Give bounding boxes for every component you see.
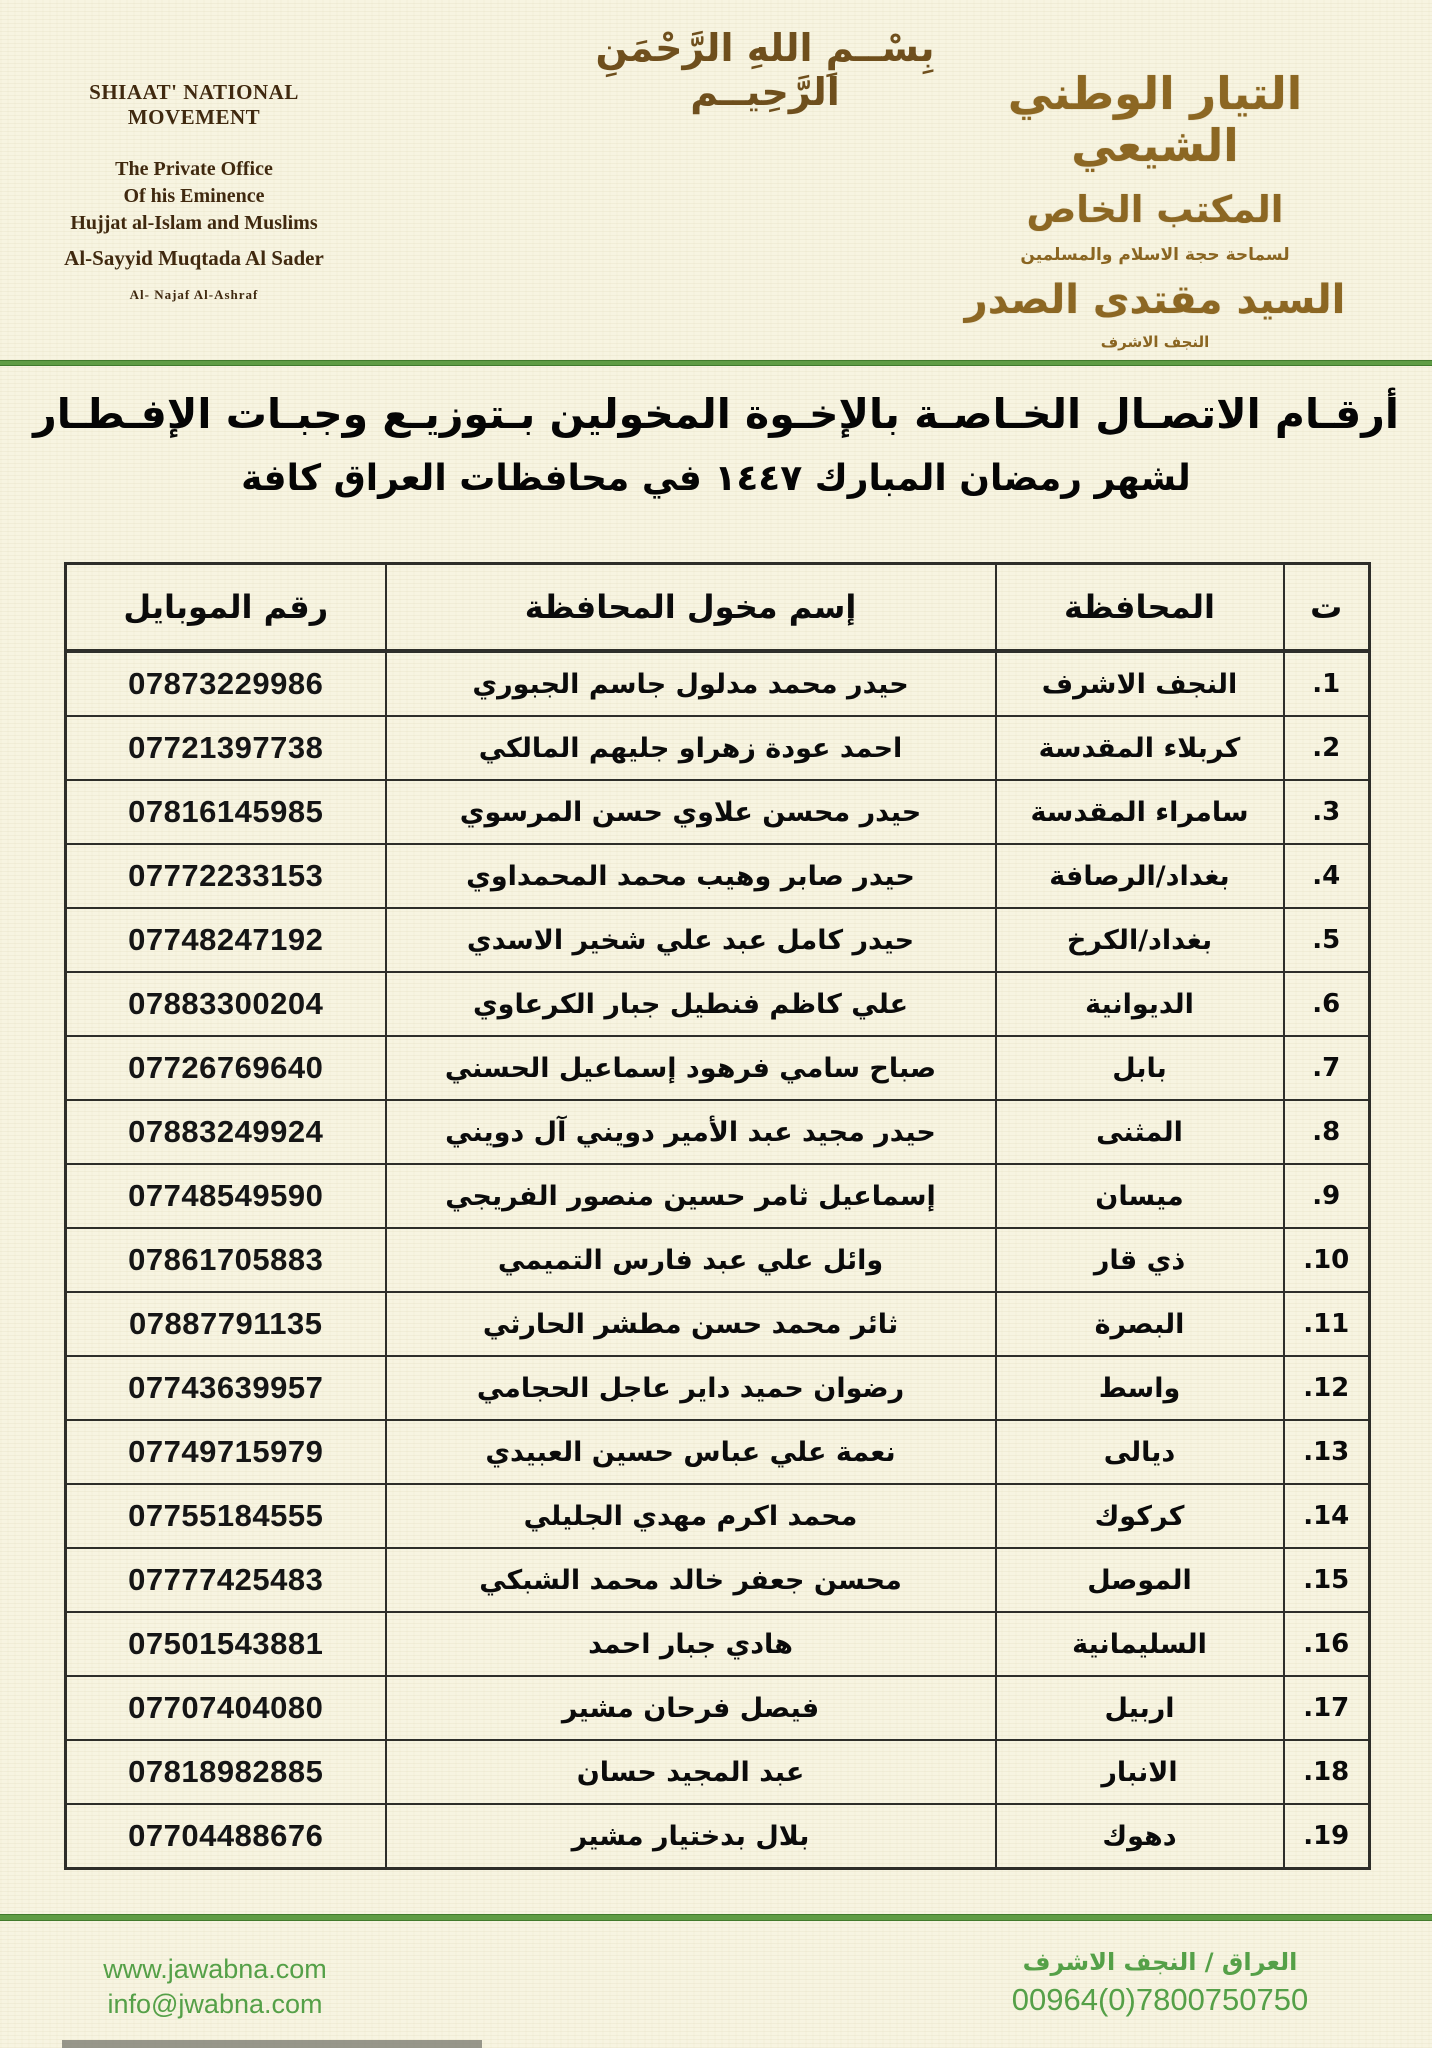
row-mobile-number: 07772233153 xyxy=(66,844,386,908)
table-row xyxy=(66,1228,1370,1292)
row-index: 7. xyxy=(1284,1036,1370,1100)
email-address: info@jwabna.com xyxy=(107,1989,323,2019)
row-index: 14. xyxy=(1284,1484,1370,1548)
row-authorized-name: حيدر محمد مدلول جاسم الجبوري xyxy=(386,651,996,716)
row-governorate: الانبار xyxy=(996,1740,1284,1804)
footer-divider-line xyxy=(0,1914,1432,1921)
table-row xyxy=(66,1356,1370,1420)
row-governorate: الموصل xyxy=(996,1548,1284,1612)
row-governorate: الديوانية xyxy=(996,972,1284,1036)
table-row xyxy=(66,972,1370,1036)
footer-contact-web-block xyxy=(40,1952,390,2022)
row-authorized-name: علي كاظم فنطيل جبار الكرعاوي xyxy=(386,972,996,1036)
letterhead-arabic-block xyxy=(940,68,1370,351)
row-index: 5. xyxy=(1284,908,1370,972)
row-index: 17. xyxy=(1284,1676,1370,1740)
org-name-arabic: التيار الوطني الشيعي xyxy=(1007,67,1303,172)
table-row xyxy=(66,1676,1370,1740)
row-authorized-name: هادي جبار احمد xyxy=(386,1612,996,1676)
row-authorized-name: احمد عودة زهراو جليهم المالكي xyxy=(386,716,996,780)
row-governorate: ميسان xyxy=(996,1164,1284,1228)
row-authorized-name: فيصل فرحان مشير xyxy=(386,1676,996,1740)
row-mobile-number: 07755184555 xyxy=(66,1484,386,1548)
row-mobile-number: 07861705883 xyxy=(66,1228,386,1292)
table-row xyxy=(66,908,1370,972)
column-header-index: ت xyxy=(1284,564,1370,652)
row-mobile-number: 07748247192 xyxy=(66,908,386,972)
eminence-line-arabic: لسماحة حجة الاسلام والمسلمين xyxy=(1020,244,1290,265)
row-index: 3. xyxy=(1284,780,1370,844)
scan-artifact xyxy=(62,2040,482,2048)
table-row xyxy=(66,1484,1370,1548)
row-governorate: ذي قار xyxy=(996,1228,1284,1292)
row-governorate: ديالى xyxy=(996,1420,1284,1484)
letterhead-english-block xyxy=(24,80,364,303)
row-mobile-number: 07818982885 xyxy=(66,1740,386,1804)
row-authorized-name: حيدر كامل عبد علي شخير الاسدي xyxy=(386,908,996,972)
row-authorized-name: محمد اكرم مهدي الجليلي xyxy=(386,1484,996,1548)
row-index: 10. xyxy=(1284,1228,1370,1292)
row-authorized-name: ثائر محمد حسن مطشر الحارثي xyxy=(386,1292,996,1356)
footer-phone-number: 00964(0)7800750750 xyxy=(1011,1982,1309,2017)
row-governorate: المثنى xyxy=(996,1100,1284,1164)
row-index: 19. xyxy=(1284,1804,1370,1869)
document-title-line1: أرقـام الاتصـال الخـاصـة بالإخـوة المخولين بـتوزيـع وجبـات الإفـطـار xyxy=(33,390,1399,438)
sayyid-name-english: Al-Sayyid Muqtada Al Sader xyxy=(64,246,324,270)
row-mobile-number: 07743639957 xyxy=(66,1356,386,1420)
row-mobile-number: 07749715979 xyxy=(66,1420,386,1484)
row-mobile-number: 07704488676 xyxy=(66,1804,386,1869)
column-header-name: إسم مخول المحافظة xyxy=(386,564,996,652)
row-authorized-name: عبد المجيد حسان xyxy=(386,1740,996,1804)
row-mobile-number: 07883249924 xyxy=(66,1100,386,1164)
row-mobile-number: 07726769640 xyxy=(66,1036,386,1100)
row-mobile-number: 07883300204 xyxy=(66,972,386,1036)
row-governorate: كربلاء المقدسة xyxy=(996,716,1284,780)
row-governorate: سامراء المقدسة xyxy=(996,780,1284,844)
row-governorate: البصرة xyxy=(996,1292,1284,1356)
table-row xyxy=(66,1612,1370,1676)
footer-location: العراق / النجف الاشرف xyxy=(1022,1948,1298,1976)
row-index: 8. xyxy=(1284,1100,1370,1164)
row-index: 1. xyxy=(1284,651,1370,716)
row-governorate: كركوك xyxy=(996,1484,1284,1548)
column-header-governorate: المحافظة xyxy=(996,564,1284,652)
website-link: www.jawabna.com xyxy=(103,1954,327,1984)
sayyid-name-arabic: السيد مقتدى الصدر xyxy=(964,276,1346,323)
row-authorized-name: نعمة علي عباس حسين العبيدي xyxy=(386,1420,996,1484)
document-title-line2: لشهر رمضان المبارك ١٤٤٧ في محافظات العراق كافة xyxy=(241,458,1191,499)
city-arabic: النجف الاشرف xyxy=(1100,332,1210,351)
office-line-english: The Private Office xyxy=(115,158,273,180)
row-authorized-name: وائل علي عبد فارس التميمي xyxy=(386,1228,996,1292)
row-authorized-name: صباح سامي فرهود إسماعيل الحسني xyxy=(386,1036,996,1100)
table-row xyxy=(66,780,1370,844)
table-row xyxy=(66,716,1370,780)
row-mobile-number: 07873229986 xyxy=(66,651,386,716)
row-index: 13. xyxy=(1284,1420,1370,1484)
row-authorized-name: إسماعيل ثامر حسين منصور الفريجي xyxy=(386,1164,996,1228)
row-authorized-name: رضوان حميد داير عاجل الحجامي xyxy=(386,1356,996,1420)
row-index: 12. xyxy=(1284,1356,1370,1420)
column-header-mobile: رقم الموبايل xyxy=(66,564,386,652)
row-mobile-number: 07721397738 xyxy=(66,716,386,780)
row-index: 2. xyxy=(1284,716,1370,780)
row-mobile-number: 07887791135 xyxy=(66,1292,386,1356)
row-index: 16. xyxy=(1284,1612,1370,1676)
row-mobile-number: 07777425483 xyxy=(66,1548,386,1612)
header-divider-line xyxy=(0,360,1432,366)
row-authorized-name: حيدر محسن علاوي حسن المرسوي xyxy=(386,780,996,844)
contacts-table xyxy=(64,562,1371,1870)
table-row xyxy=(66,1548,1370,1612)
table-row xyxy=(66,844,1370,908)
row-authorized-name: حيدر مجيد عبد الأمير دويني آل دويني xyxy=(386,1100,996,1164)
table-row xyxy=(66,1100,1370,1164)
row-index: 15. xyxy=(1284,1548,1370,1612)
row-authorized-name: حيدر صابر وهيب محمد المحمداوي xyxy=(386,844,996,908)
table-row xyxy=(66,1804,1370,1869)
table-row xyxy=(66,1420,1370,1484)
row-index: 4. xyxy=(1284,844,1370,908)
row-governorate: اربيل xyxy=(996,1676,1284,1740)
table-row xyxy=(66,1740,1370,1804)
row-governorate: بغداد/الرصافة xyxy=(996,844,1284,908)
row-governorate: السليمانية xyxy=(996,1612,1284,1676)
row-governorate: واسط xyxy=(996,1356,1284,1420)
row-mobile-number: 07501543881 xyxy=(66,1612,386,1676)
row-governorate: بغداد/الكرخ xyxy=(996,908,1284,972)
table-body xyxy=(66,651,1370,1869)
org-name-english: SHIAAT' NATIONAL MOVEMENT xyxy=(89,80,299,129)
row-authorized-name: بلال بدختيار مشير xyxy=(386,1804,996,1869)
row-authorized-name: محسن جعفر خالد محمد الشبكي xyxy=(386,1548,996,1612)
row-index: 9. xyxy=(1284,1164,1370,1228)
table-header-row xyxy=(66,564,1370,652)
table-row xyxy=(66,1164,1370,1228)
office-line-arabic: المكتب الخاص xyxy=(1026,187,1284,231)
eminence-line-english: Of his Eminence xyxy=(123,185,265,207)
footer-contact-phone-block xyxy=(950,1948,1370,2018)
row-governorate: دهوك xyxy=(996,1804,1284,1869)
row-mobile-number: 07816145985 xyxy=(66,780,386,844)
table-row xyxy=(66,1036,1370,1100)
hujjat-line-english: Hujjat al-Islam and Muslims xyxy=(70,212,318,234)
city-english: Al- Najaf Al-Ashraf xyxy=(129,287,259,302)
table-row xyxy=(66,1292,1370,1356)
table-row xyxy=(66,651,1370,716)
row-index: 6. xyxy=(1284,972,1370,1036)
row-mobile-number: 07707404080 xyxy=(66,1676,386,1740)
row-governorate: النجف الاشرف xyxy=(996,651,1284,716)
row-governorate: بابل xyxy=(996,1036,1284,1100)
bismillah-calligraphy: بِسْــمِ اللهِ الرَّحْمَنِ الرَّحِيــم xyxy=(595,26,935,114)
row-index: 18. xyxy=(1284,1740,1370,1804)
row-mobile-number: 07748549590 xyxy=(66,1164,386,1228)
row-index: 11. xyxy=(1284,1292,1370,1356)
